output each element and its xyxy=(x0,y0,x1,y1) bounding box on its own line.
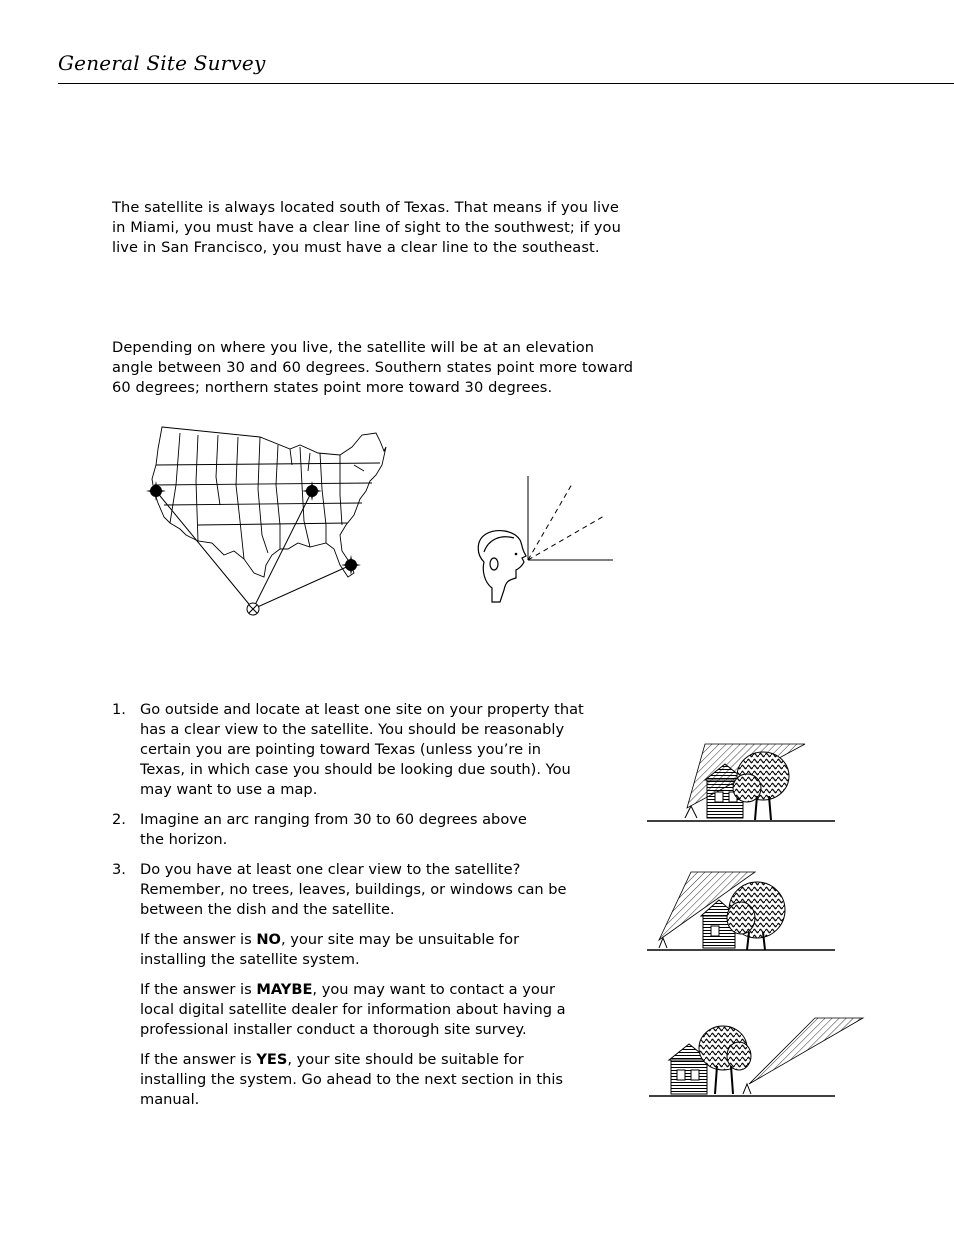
step-number: 3. xyxy=(112,861,126,878)
step-line: the horizon. xyxy=(140,831,228,848)
step-item xyxy=(112,700,612,800)
elevation-paragraph xyxy=(112,338,652,398)
elevation-line: angle between 30 and 60 degrees. Southern states point more toward xyxy=(112,359,634,376)
answer-line: installing the satellite system. xyxy=(140,951,360,968)
answer-suffix: , your site may be unsuitable for xyxy=(280,931,520,948)
us-map-illustration xyxy=(140,425,400,620)
step-line: has a clear view to the satellite. You should be reasonably xyxy=(140,721,565,738)
site-scene-clear-illustration xyxy=(645,1014,865,1099)
step-line: may want to use a map. xyxy=(140,781,318,798)
answer-prefix: If the answer is xyxy=(140,931,257,948)
intro-line: The satellite is always located south of Texas. That means if you live xyxy=(112,199,619,216)
answer-line xyxy=(140,930,612,950)
step-line: Texas, in which case you should be looking due south). You xyxy=(140,761,571,778)
answer-suffix: , you may want to contact a your xyxy=(312,981,556,998)
step-number: 1. xyxy=(112,701,126,718)
answer-maybe xyxy=(140,980,612,1040)
answer-line: manual. xyxy=(140,1091,200,1108)
answer-no xyxy=(140,930,612,970)
step-line: certain you are pointing toward Texas (unless you’re in xyxy=(140,741,542,758)
elevation-angle-illustration xyxy=(470,470,620,610)
answer-line: professional installer conduct a thorough site survey. xyxy=(140,1021,527,1038)
answer-keyword: YES xyxy=(256,1051,288,1068)
intro-paragraph xyxy=(112,198,652,258)
answer-prefix: If the answer is xyxy=(140,981,257,998)
elevation-line: Depending on where you live, the satellite will be at an elevation xyxy=(112,339,595,356)
answer-suffix: , your site should be suitable for xyxy=(287,1051,524,1068)
answer-yes xyxy=(140,1050,612,1110)
answer-keyword: MAYBE xyxy=(256,981,313,998)
step-number: 2. xyxy=(112,811,126,828)
step-item xyxy=(112,810,612,850)
intro-line: in Miami, you must have a clear line of sight to the southwest; if you xyxy=(112,219,621,236)
intro-line: live in San Francisco, you must have a clear line to the southeast. xyxy=(112,239,600,256)
steps-list xyxy=(112,700,612,1120)
step-line: Imagine an arc ranging from 30 to 60 degrees above xyxy=(140,811,527,828)
answer-line xyxy=(140,1050,612,1070)
step-line: Do you have at least one clear view to the satellite? xyxy=(140,861,521,878)
answer-line xyxy=(140,980,612,1000)
site-scene-blocked-illustration xyxy=(645,740,845,825)
header-divider xyxy=(58,83,954,84)
page-title: General Site Survey xyxy=(58,51,266,75)
answer-prefix: If the answer is xyxy=(140,1051,257,1068)
answer-keyword: NO xyxy=(256,931,281,948)
step-item xyxy=(112,860,612,1110)
answer-line: installing the system. Go ahead to the next section in this xyxy=(140,1071,564,1088)
step-line: Go outside and locate at least one site on your property that xyxy=(140,701,584,718)
step-line: between the dish and the satellite. xyxy=(140,901,395,918)
step-line: Remember, no trees, leaves, buildings, or windows can be xyxy=(140,881,567,898)
answer-line: local digital satellite dealer for information about having a xyxy=(140,1001,566,1018)
elevation-line: 60 degrees; northern states point more toward 30 degrees. xyxy=(112,379,553,396)
site-scene-maybe-illustration xyxy=(645,868,845,953)
